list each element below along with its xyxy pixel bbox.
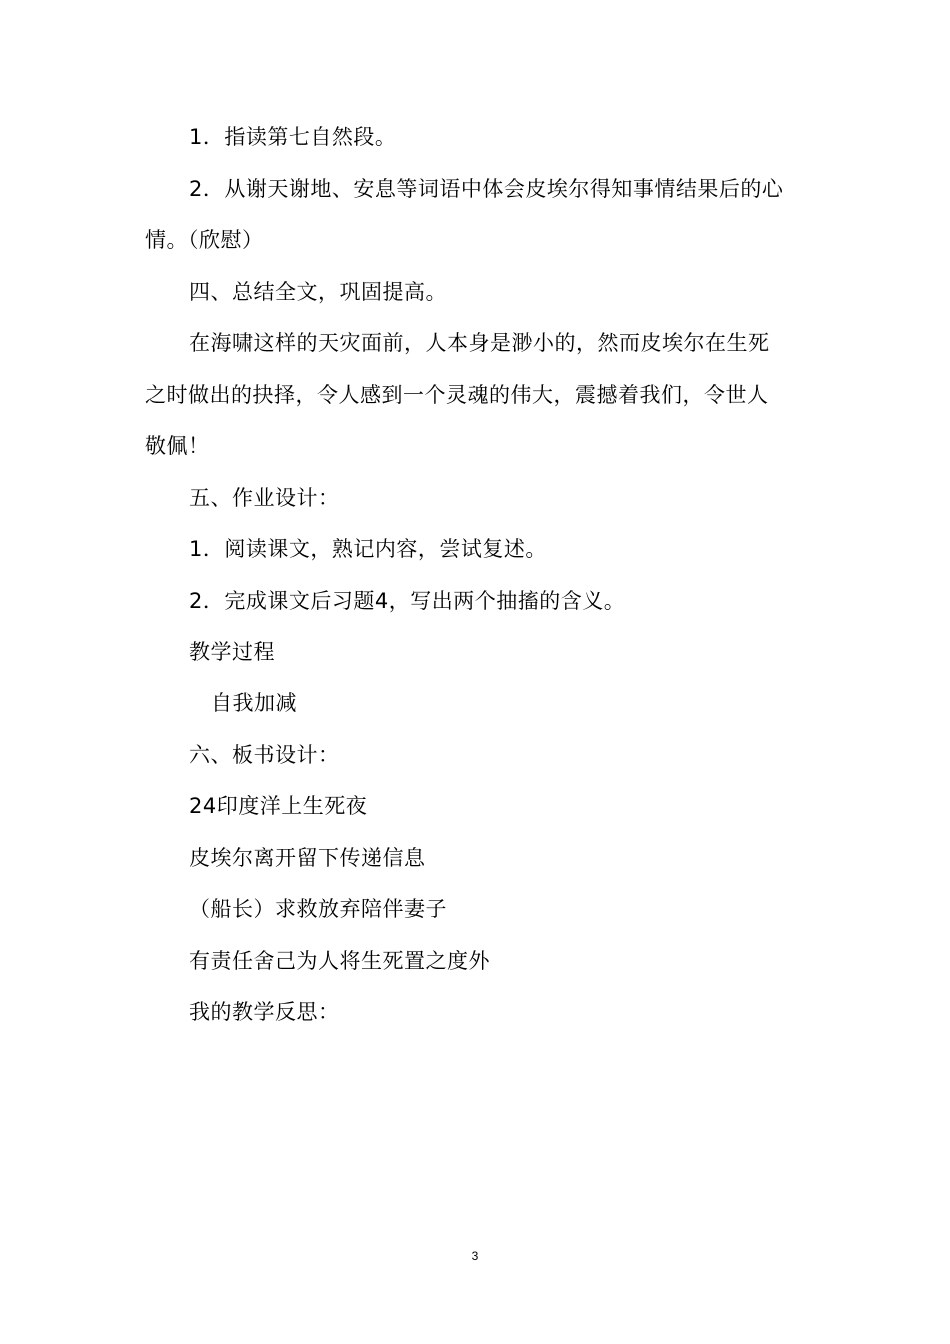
paragraph-line: 教学过程 — [189, 640, 275, 664]
paragraph-line: 之时做出的抉择，令人感到一个灵魂的伟大，震撼着我们，令世人 — [145, 383, 769, 407]
paragraph-line: 情。（欣慰） — [145, 228, 264, 252]
paragraph-line: 敬佩！ — [145, 434, 210, 458]
section-heading: 六、板书设计： — [189, 743, 340, 767]
page-number: 3 — [471, 1249, 479, 1263]
board-line: 皮埃尔离开留下传递信息 — [189, 846, 426, 870]
section-heading: 四、总结全文，巩固提高。 — [189, 280, 447, 304]
paragraph-line: 我的教学反思： — [189, 1000, 340, 1024]
paragraph-line: 自我加减 — [211, 691, 297, 715]
paragraph-line: 2．从谢天谢地、安息等词语中体会皮埃尔得知事情结果后的心 — [189, 177, 784, 201]
board-line: （船长）求救放弃陪伴妻子 — [189, 897, 447, 921]
board-line: 24印度洋上生死夜 — [189, 794, 368, 818]
board-line: 有责任舍己为人将生死置之度外 — [189, 949, 490, 973]
paragraph-line: 在海啸这样的天灾面前，人本身是渺小的，然而皮埃尔在生死 — [189, 331, 770, 355]
paragraph-line: 1．阅读课文，熟记内容，尝试复述。 — [189, 537, 547, 561]
section-heading: 五、作业设计： — [189, 486, 340, 510]
paragraph-line: 2．完成课文后习题4，写出两个抽搐的含义。 — [189, 589, 626, 613]
paragraph-line: 1．指读第七自然段。 — [189, 125, 397, 149]
